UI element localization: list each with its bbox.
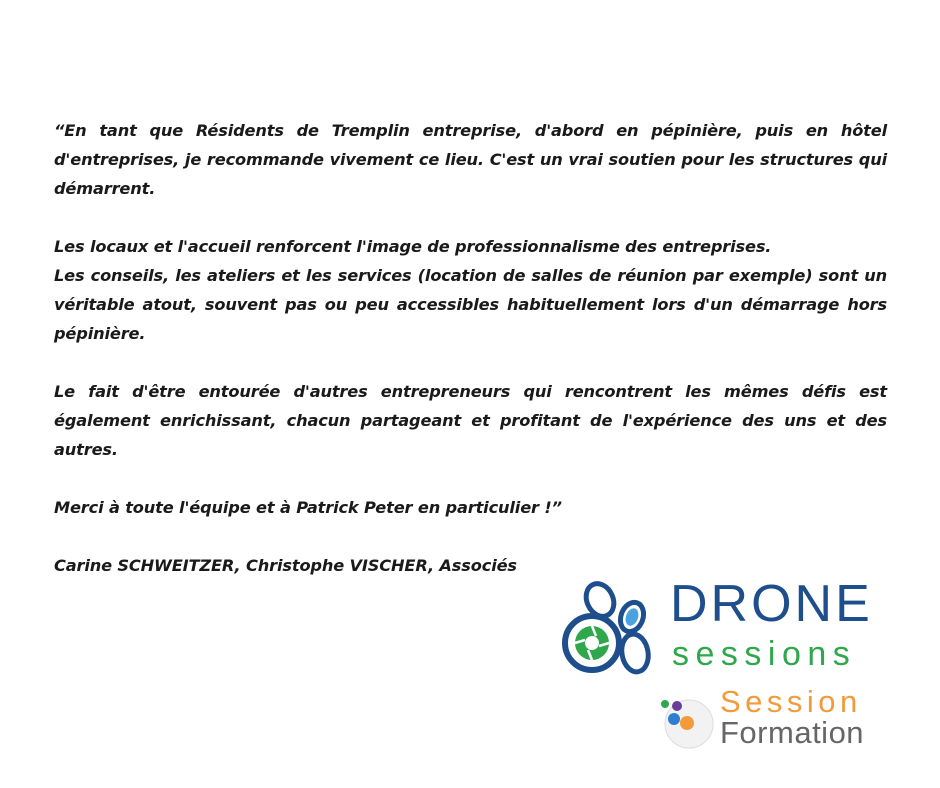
testimonial-paragraph-2: Les locaux et l'accueil renforcent l'image de professionnalisme des entreprises. (54, 237, 772, 256)
testimonial-signature: Carine SCHWEITZER, Christophe VISCHER, Associés (54, 556, 517, 575)
drone-sessions-logo (562, 575, 914, 678)
testimonial-block (54, 116, 887, 580)
sessions-wordmark: sessions (672, 635, 857, 673)
session-wordmark: Session (720, 684, 862, 719)
testimonial-paragraph-3: Les conseils, les ateliers et les services (location de salles de réunion par exemple) sont un véritable atout, souvent pas ou peu accessibles habituellement lors d'un démarrage hors pépinière. (54, 266, 887, 343)
drone-lens-icon (562, 580, 667, 678)
drone-wordmark: DRONE (670, 575, 873, 633)
session-formation-logo (658, 684, 918, 754)
testimonial-paragraph-1: “En tant que Résidents de Tremplin entreprise, d'abord en pépinière, puis en hôtel d'entreprises, je recommande vivement ce lieu. C'est un vrai soutien pour les structures qui démarrent. (54, 121, 887, 198)
session-formation-dots-icon (658, 690, 718, 754)
testimonial-closing: Merci à toute l'équipe et à Patrick Peter en particulier !” (54, 498, 562, 517)
formation-wordmark: Formation (720, 715, 865, 750)
testimonial-paragraph-4: Le fait d'être entourée d'autres entrepreneurs qui rencontrent les mêmes défis est également enrichissant, chacun partageant et profitant de l'expérience des uns et des autres. (54, 382, 887, 459)
